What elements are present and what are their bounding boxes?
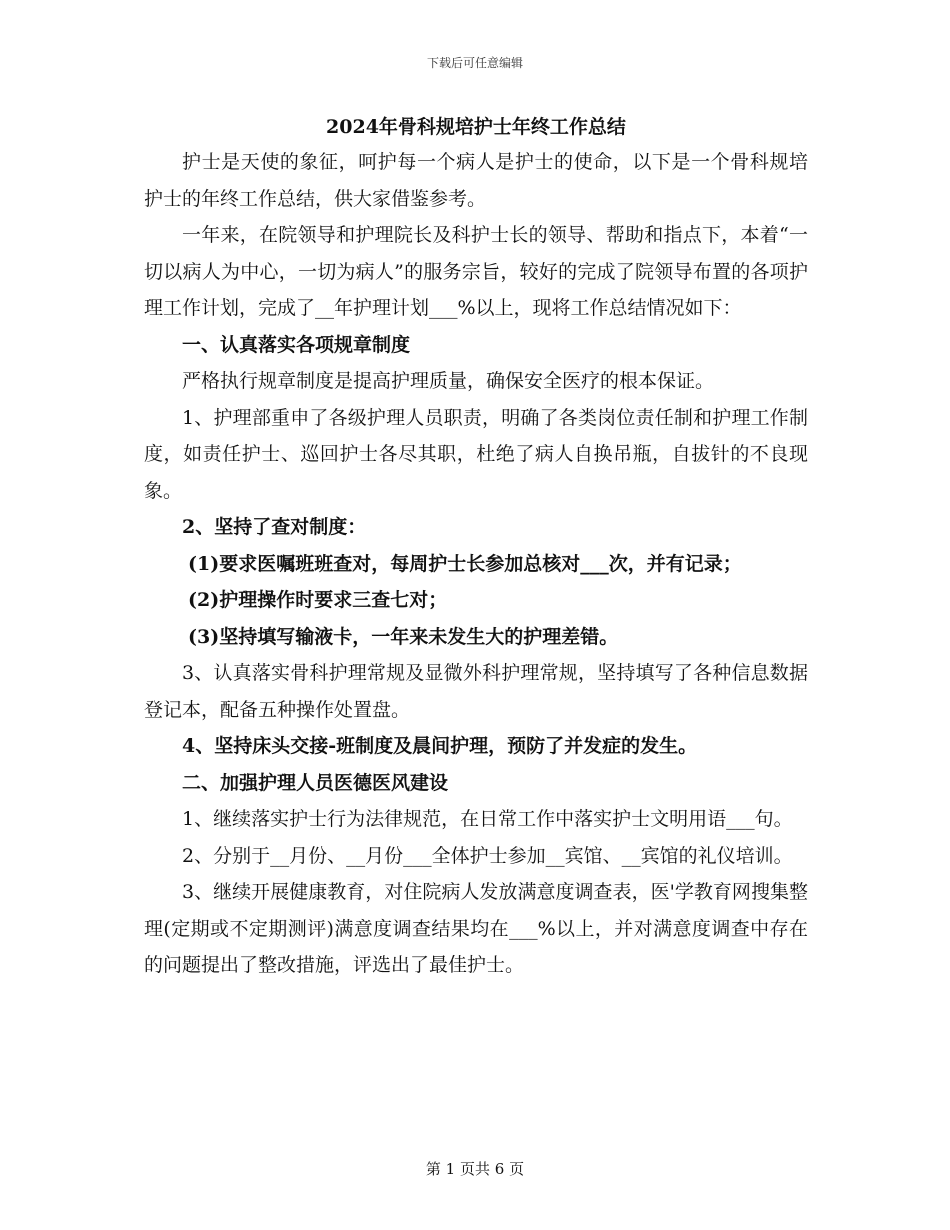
section-heading-2: 二、加强护理人员医德医风建设	[182, 771, 449, 794]
page-number: 第 1 页共 6 页	[425, 1160, 525, 1178]
list-item: 3、认真落实骨科护理常规及显微外科护理常规，坚持填写了各种信息数据登记本，配备五种操作处置盘。	[144, 662, 808, 721]
list-item-heading: 2、坚持了查对制度：	[182, 516, 367, 538]
intro-paragraph: 护士是天使的象征，呵护每一个病人是护士的使命，以下是一个骨科规培护士的年终工作总结，供大家借鉴参考。	[144, 151, 808, 210]
header-note: 下载后可任意编辑	[426, 56, 523, 70]
list-item-bold: 4、坚持床头交接-班制度及晨间护理，预防了并发症的发生。	[182, 735, 698, 757]
document-title: 2024年骨科规培护士年终工作总结	[326, 116, 626, 138]
list-item: 3、继续开展健康教育，对住院病人发放满意度调查表，医'学教育网搜集整理(定期或不定期测评)满意度调查结果均在___%以上，并对满意度调查中存在的问题提出了整改措施，评选出了最佳护士。	[144, 881, 808, 976]
sub-item-2: (2)护理操作时要求三查七对；	[188, 589, 448, 611]
summary-paragraph: 一年来，在院领导和护理院长及科护士长的领导、帮助和指点下，本着“一切以病人为中心，一切为病人”的服务宗旨，较好的完成了院领导布置的各项护理工作计划，完成了__年护理计划___%以上，现将工作总结情况如下：	[144, 224, 808, 319]
section-heading-1: 一、认真落实各项规章制度	[182, 333, 411, 356]
sub-item-3: (3)坚持填写输液卡，一年来未发生大的护理差错。	[188, 625, 619, 648]
list-item: 1、护理部重申了各级护理人员职责，明确了各类岗位责任制和护理工作制度，如责任护士、巡回护士各尽其职，杜绝了病人自换吊瓶，自拔针的不良现象。	[144, 406, 808, 502]
document-body	[144, 112, 808, 984]
sub-item-1: (1)要求医嘱班班查对，每周护士长参加总核对___次，并有记录；	[188, 552, 742, 575]
list-item: 2、分别于__月份、__月份___全体护士参加__宾馆、__宾馆的礼仪培训。	[182, 844, 793, 867]
list-item: 1、继续落实护士行为法律规范，在日常工作中落实护士文明用语___句。	[182, 808, 793, 830]
body-paragraph: 严格执行规章制度是提高护理质量，确保安全医疗的根本保证。	[182, 370, 715, 392]
